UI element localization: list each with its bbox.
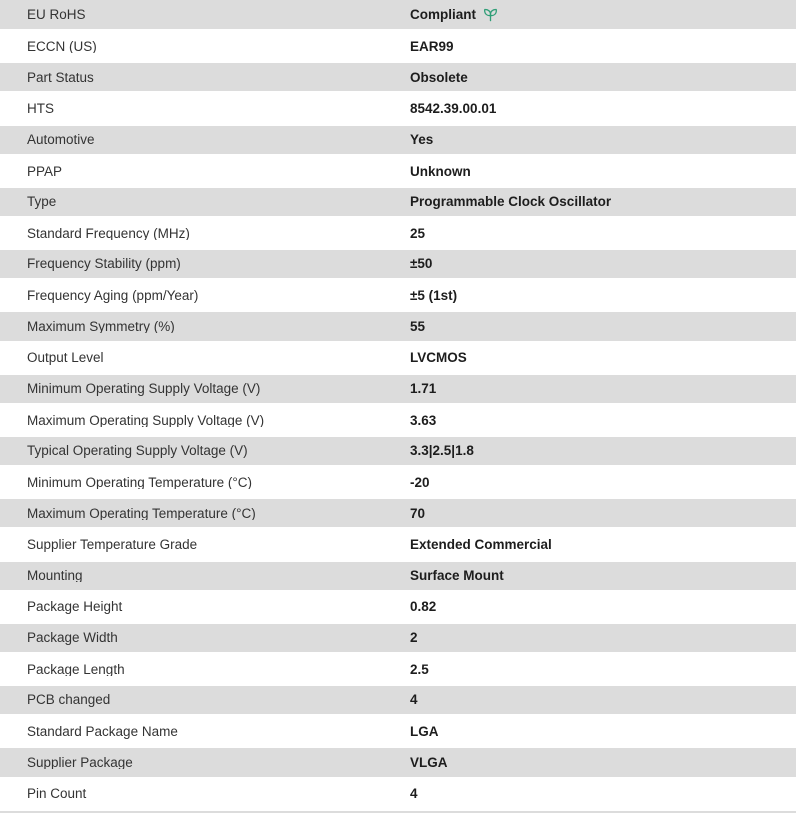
spec-label: ECCN (US) (27, 39, 97, 54)
spec-label: Type (27, 195, 57, 209)
spec-label: Mounting (27, 568, 83, 583)
spec-value (410, 227, 796, 241)
spec-value (410, 756, 796, 770)
spec-value-text: 2 (410, 631, 418, 645)
spec-value (410, 8, 796, 22)
spec-value (410, 257, 796, 271)
spec-value-text: Compliant (410, 7, 476, 22)
spec-label: PCB changed (27, 693, 111, 707)
spec-value-text: 0.82 (410, 600, 437, 614)
spec-value (410, 382, 796, 396)
spec-row (0, 62, 796, 93)
spec-value-text: 55 (410, 319, 426, 334)
spec-value (410, 320, 796, 334)
spec-value (410, 40, 796, 54)
spec-value-text: VLGA (410, 755, 448, 770)
spec-value-text: 70 (410, 506, 426, 521)
spec-row (0, 125, 796, 156)
spec-value (410, 538, 796, 552)
spec-value-text: Programmable Clock Oscillator (410, 195, 612, 209)
spec-label: HTS (27, 102, 54, 116)
spec-value (410, 133, 796, 147)
spec-row (0, 187, 796, 218)
spec-value (410, 102, 796, 116)
spec-row (0, 561, 796, 592)
spec-value-text: ±5 (1st) (410, 289, 458, 303)
spec-value (410, 71, 796, 85)
spec-label: Standard Frequency (MHz) (27, 226, 190, 241)
spec-value (410, 725, 796, 739)
spec-label: Frequency Aging (ppm/Year) (27, 289, 199, 303)
spec-label: Supplier Package (27, 755, 133, 770)
spec-row (0, 779, 796, 810)
spec-label: Package Width (27, 631, 118, 645)
spec-value-text: 1.71 (410, 382, 437, 396)
spec-row (0, 374, 796, 405)
spec-value-text: LVCMOS (410, 351, 467, 365)
spec-row (0, 747, 796, 778)
spec-row (0, 280, 796, 311)
spec-label: Output Level (27, 351, 104, 365)
spec-label: Maximum Symmetry (%) (27, 319, 175, 334)
spec-value (410, 351, 796, 365)
spec-label: Automotive (27, 132, 95, 147)
spec-label: Part Status (27, 70, 94, 85)
spec-value-text: 25 (410, 226, 426, 241)
spec-label: PPAP (27, 164, 63, 179)
spec-value (410, 663, 796, 677)
spec-row (0, 31, 796, 62)
spec-value-text: LGA (410, 725, 439, 739)
spec-value (410, 195, 796, 209)
spec-row (0, 249, 796, 280)
spec-value-text: -20 (410, 475, 430, 490)
spec-value (410, 600, 796, 614)
spec-label: Package Height (27, 600, 123, 614)
spec-value-text: 2.5 (410, 662, 429, 677)
spec-value (410, 787, 796, 801)
spec-row (0, 467, 796, 498)
spec-label: Typical Operating Supply Voltage (V) (27, 444, 248, 458)
spec-row (0, 405, 796, 436)
spec-value-text: Unknown (410, 164, 471, 179)
spec-value-text: 4 (410, 787, 418, 801)
spec-row (0, 529, 796, 560)
spec-value-text: EAR99 (410, 39, 454, 54)
spec-row (0, 716, 796, 747)
spec-row (0, 436, 796, 467)
rohs-leaf-icon (483, 8, 498, 22)
spec-label: EU RoHS (27, 7, 86, 22)
spec-label: Frequency Stability (ppm) (27, 257, 181, 271)
spec-label: Standard Package Name (27, 725, 178, 739)
spec-row (0, 0, 796, 31)
spec-label: Minimum Operating Supply Voltage (V) (27, 382, 261, 396)
spec-value (410, 476, 796, 490)
spec-label: Maximum Operating Supply Voltage (V) (27, 413, 265, 428)
spec-row (0, 654, 796, 685)
spec-value (410, 444, 796, 458)
spec-value (410, 507, 796, 521)
spec-value-text: Surface Mount (410, 568, 504, 583)
spec-label: Minimum Operating Temperature (°C) (27, 475, 252, 490)
spec-value-text: Obsolete (410, 70, 468, 85)
spec-label: Package Length (27, 662, 125, 677)
spec-value-text: ±50 (410, 257, 433, 271)
spec-row (0, 93, 796, 124)
spec-label: Supplier Temperature Grade (27, 538, 198, 552)
spec-value (410, 631, 796, 645)
spec-value-text: Extended Commercial (410, 538, 552, 552)
spec-value (410, 569, 796, 583)
partial-next-row (0, 810, 796, 813)
spec-row (0, 623, 796, 654)
spec-value (410, 693, 796, 707)
spec-row (0, 343, 796, 374)
spec-value (410, 165, 796, 179)
spec-row (0, 498, 796, 529)
spec-value-text: 3.63 (410, 413, 437, 428)
spec-value-text: 3.3|2.5|1.8 (410, 444, 474, 458)
spec-row (0, 685, 796, 716)
spec-label: Pin Count (27, 787, 87, 801)
spec-row (0, 218, 796, 249)
spec-value-text: 4 (410, 693, 418, 707)
spec-value (410, 414, 796, 428)
spec-row (0, 592, 796, 623)
spec-row (0, 156, 796, 187)
spec-value-text: Yes (410, 132, 434, 147)
spec-label: Maximum Operating Temperature (°C) (27, 506, 256, 521)
spec-row (0, 311, 796, 342)
spec-value (410, 289, 796, 303)
spec-value-text: 8542.39.00.01 (410, 102, 497, 116)
